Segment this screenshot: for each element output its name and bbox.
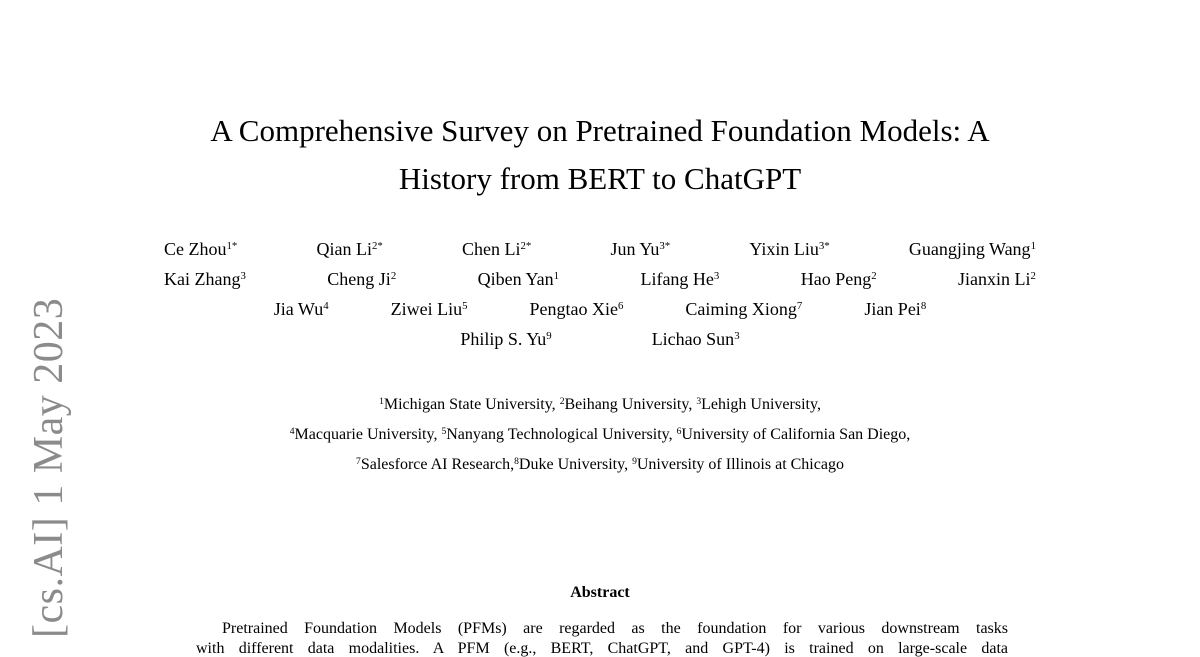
paper-title-line-1: A Comprehensive Survey on Pretrained Foundation Models: A — [210, 113, 990, 148]
author: Yixin Liu$^{3*}$ — [749, 239, 830, 259]
author: Jian Pei$^8$ — [864, 299, 927, 319]
author: Hao Peng$^2$ — [800, 269, 877, 289]
author: Guangjing Wang$^1$ — [908, 239, 1036, 259]
author: Philip S. Yu$^9$ — [460, 329, 552, 349]
author-row — [164, 269, 1036, 299]
author: Ziwei Liu$^5$ — [390, 299, 468, 319]
paper-title-line-2: History from BERT to ChatGPT — [398, 161, 802, 196]
author: Lichao Sun$^3$ — [651, 329, 740, 349]
abstract-text-line-2: with different data modalities. A PFM (e.g., BERT, ChatGPT, and GPT-4) is trained on large-scale data — [196, 640, 1008, 657]
affiliation-line: $^4$Macquarie University, $^5$Nanyang Technological University, $^6$University of California San Diego, — [289, 425, 911, 443]
author: Jianxin Li$^2$ — [958, 269, 1036, 289]
affiliations-block — [0, 390, 1200, 480]
authors-block — [0, 239, 1200, 359]
abstract-heading: Abstract — [570, 584, 630, 601]
author-row — [0, 299, 1200, 329]
author: Cheng Ji$^2$ — [327, 269, 397, 289]
author: Chen $Li^{2*}$ — [462, 239, 532, 259]
author: Jia Wu$^4$ — [273, 299, 329, 319]
author-row — [164, 239, 1036, 269]
arxiv-stamp: [cs.AI] 1 May 2023 — [26, 297, 72, 638]
author: Qian $Li^{2*}$ — [316, 239, 383, 259]
author: Caiming Xiong$^7$ — [685, 299, 803, 319]
author-row — [0, 329, 1200, 359]
author: Qiben Yan$^1$ — [477, 269, 560, 289]
author: Ce Zhou$^{1*}$ — [164, 239, 238, 259]
author: Kai Zhang$^3$ — [164, 269, 246, 289]
affiliation-line: $^1$Michigan State University, $^2$Beihang University, $^3$Lehigh University, — [379, 395, 821, 413]
author: Pengtao Xie$^6$ — [529, 299, 624, 319]
author: Lifang He$^3$ — [640, 269, 720, 289]
abstract-text-line-1: Pretrained Foundation Models (PFMs) are regarded as the foundation for various downstream tasks — [222, 620, 1008, 637]
affiliation-line: $^7$Salesforce AI Research,$^8$Duke University, $^9$University of Illinois at Chicago — [356, 455, 844, 473]
paper-title — [0, 107, 1200, 203]
author: Jun $Yu^{3*}$ — [610, 239, 671, 259]
